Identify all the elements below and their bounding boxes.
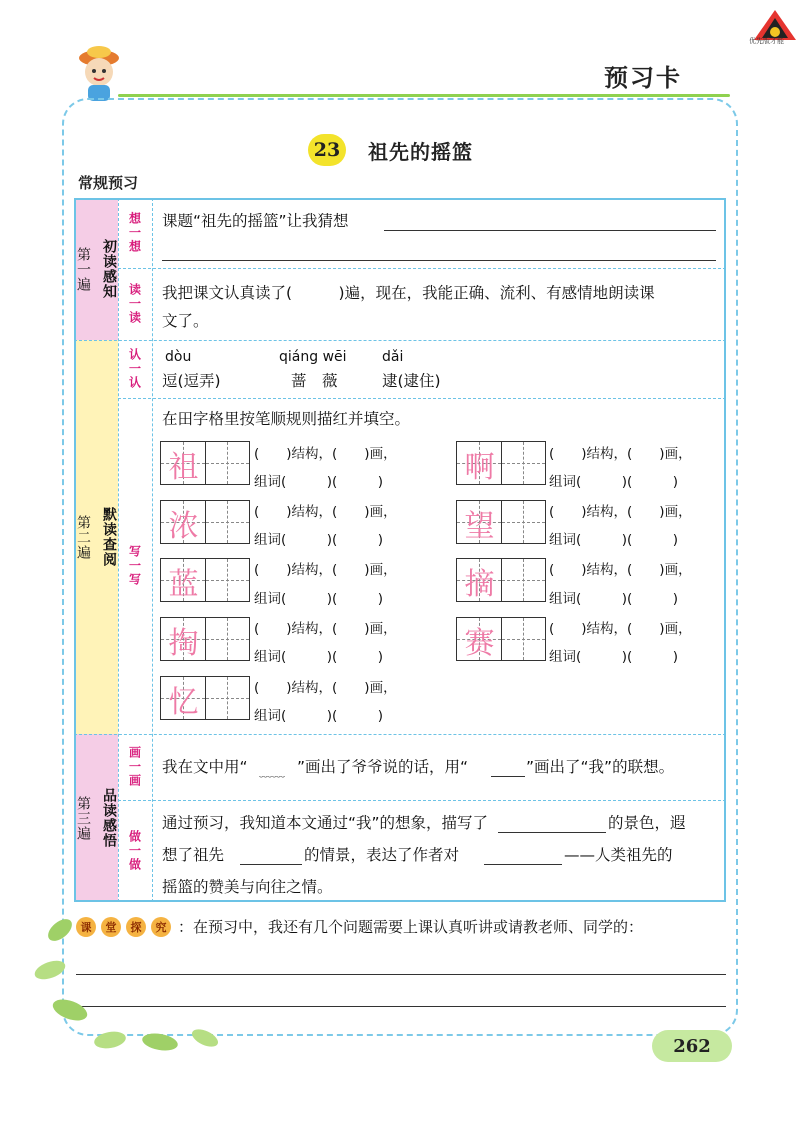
mascot-illustration [74, 44, 124, 104]
trace-char: 掏 [168, 626, 199, 661]
tianzige-grid[interactable] [456, 617, 546, 661]
explore-char: 探 [126, 917, 146, 937]
word-group-fill[interactable]: 组词( )( ) [549, 474, 679, 490]
think-prompt: 课题“祖先的摇篮”让我猜想 [162, 212, 349, 230]
lesson-title [308, 134, 473, 166]
structure-strokes-fill[interactable]: ( )结构，( )画， [254, 680, 397, 696]
pass-1-label: 第一遍 初读感知 [75, 239, 117, 299]
read-text-line-1: 我把课文认真读了( )遍，现在，我能正确、流利、有感情地朗读课 [162, 284, 655, 302]
think-answer-line-1[interactable] [384, 230, 716, 231]
explore-prompt: ：在预习中，我还有几个问题需要上课认真听讲或请教老师、同学的： [178, 918, 644, 936]
wavy-line-mark: ﹏﹏ [259, 765, 286, 780]
pinyin-2: qiáng wēi [279, 349, 347, 365]
think-answer-line-2[interactable] [162, 260, 716, 261]
activity-write: 写一写 [127, 545, 142, 587]
word-group-fill[interactable]: 组词( )( ) [549, 649, 679, 665]
page-number: 262 [652, 1030, 732, 1062]
do-line-1b: 的景色，遐 [608, 814, 686, 832]
structure-strokes-fill[interactable]: ( )结构，( )画， [549, 504, 692, 520]
draw-text-c: ”画出了“我”的联想。 [526, 758, 675, 776]
do-line-2c: ——人类祖先的 [564, 846, 673, 864]
activity-recognize: 认一认 [127, 348, 142, 390]
read-text-line-2: 文了。 [162, 312, 209, 330]
trace-char: 啊 [464, 450, 495, 485]
word-1: 逗(逗弄) [162, 372, 221, 390]
trace-char: 忆 [168, 685, 199, 720]
structure-strokes-fill[interactable]: ( )结构，( )画， [549, 621, 692, 637]
word-group-fill[interactable]: 组词( )( ) [254, 532, 384, 548]
activity-read: 读一读 [127, 283, 142, 325]
draw-text-a: 我在文中用“ [162, 758, 248, 776]
structure-strokes-fill[interactable]: ( )结构，( )画， [254, 621, 397, 637]
word-group-fill[interactable]: 组词( )( ) [254, 708, 384, 724]
activity-draw: 画一画 [127, 746, 142, 788]
section-label: 常规预习 [78, 174, 139, 192]
structure-strokes-fill[interactable]: ( )结构，( )画， [254, 446, 397, 462]
word-group-fill[interactable]: 组词( )( ) [254, 649, 384, 665]
structure-strokes-fill[interactable]: ( )结构，( )画， [549, 446, 692, 462]
lesson-number: 23 [308, 134, 346, 166]
trace-char: 蓝 [168, 567, 199, 602]
draw-text-b: ”画出了爷爷说的话，用“ [297, 758, 469, 776]
activity-do: 做一做 [127, 830, 142, 872]
tianzige-grid[interactable] [160, 558, 250, 602]
pass-3-label: 第三遍 品读感悟 [75, 788, 117, 848]
tianzige-grid[interactable] [160, 676, 250, 720]
pinyin-3: dǎi [382, 349, 404, 365]
do-blank-object[interactable] [484, 864, 562, 865]
tianzige-grid[interactable] [456, 500, 546, 544]
trace-char: 赛 [464, 626, 495, 661]
word-3: 逮(逮住) [382, 372, 441, 390]
activity-think: 想一想 [127, 212, 142, 254]
explore-char: 究 [151, 917, 171, 937]
word-group-fill[interactable]: 组词( )( ) [549, 532, 679, 548]
trace-char: 望 [464, 509, 495, 544]
do-line-3: 摇篮的赞美与向往之情。 [162, 878, 333, 896]
trace-char: 浓 [168, 509, 199, 544]
lesson-name: 祖先的摇篮 [368, 139, 473, 164]
pinyin-1: dòu [165, 349, 192, 365]
explore-char: 课 [76, 917, 96, 937]
do-line-2b: 的情景，表达了作者对 [304, 846, 460, 864]
tianzige-grid[interactable] [456, 441, 546, 485]
write-instruction: 在田字格里按笔顺规则描红并填空。 [162, 410, 411, 428]
tianzige-grid[interactable] [456, 558, 546, 602]
structure-strokes-fill[interactable]: ( )结构，( )画， [254, 504, 397, 520]
tianzige-grid[interactable] [160, 500, 250, 544]
word-group-fill[interactable]: 组词( )( ) [549, 591, 679, 607]
straight-line-mark [491, 776, 525, 777]
word-2: 蔷 薇 [291, 372, 338, 390]
structure-strokes-fill[interactable]: ( )结构，( )画， [549, 562, 692, 578]
do-line-1a: 通过预习，我知道本文通过“我”的想象，描写了 [162, 814, 489, 832]
pass-2-label: 第二遍 默读查阅 [75, 507, 117, 567]
structure-strokes-fill[interactable]: ( )结构，( )画， [254, 562, 397, 578]
trace-char: 祖 [168, 450, 199, 485]
leaf-decoration [30, 890, 230, 1060]
do-blank-scenery[interactable] [498, 832, 606, 833]
word-group-fill[interactable]: 组词( )( ) [254, 591, 384, 607]
trace-char: 摘 [464, 567, 495, 602]
do-line-2a: 想了祖先 [162, 846, 225, 864]
tianzige-grid[interactable] [160, 441, 250, 485]
brand-name: 优先版才能 [749, 37, 784, 45]
tianzige-grid[interactable] [160, 617, 250, 661]
header-rule [118, 94, 730, 97]
explore-char: 堂 [101, 917, 121, 937]
do-blank-ancestors[interactable] [240, 864, 302, 865]
word-group-fill[interactable]: 组词( )( ) [254, 474, 384, 490]
card-title: 预习卡 [604, 64, 682, 92]
